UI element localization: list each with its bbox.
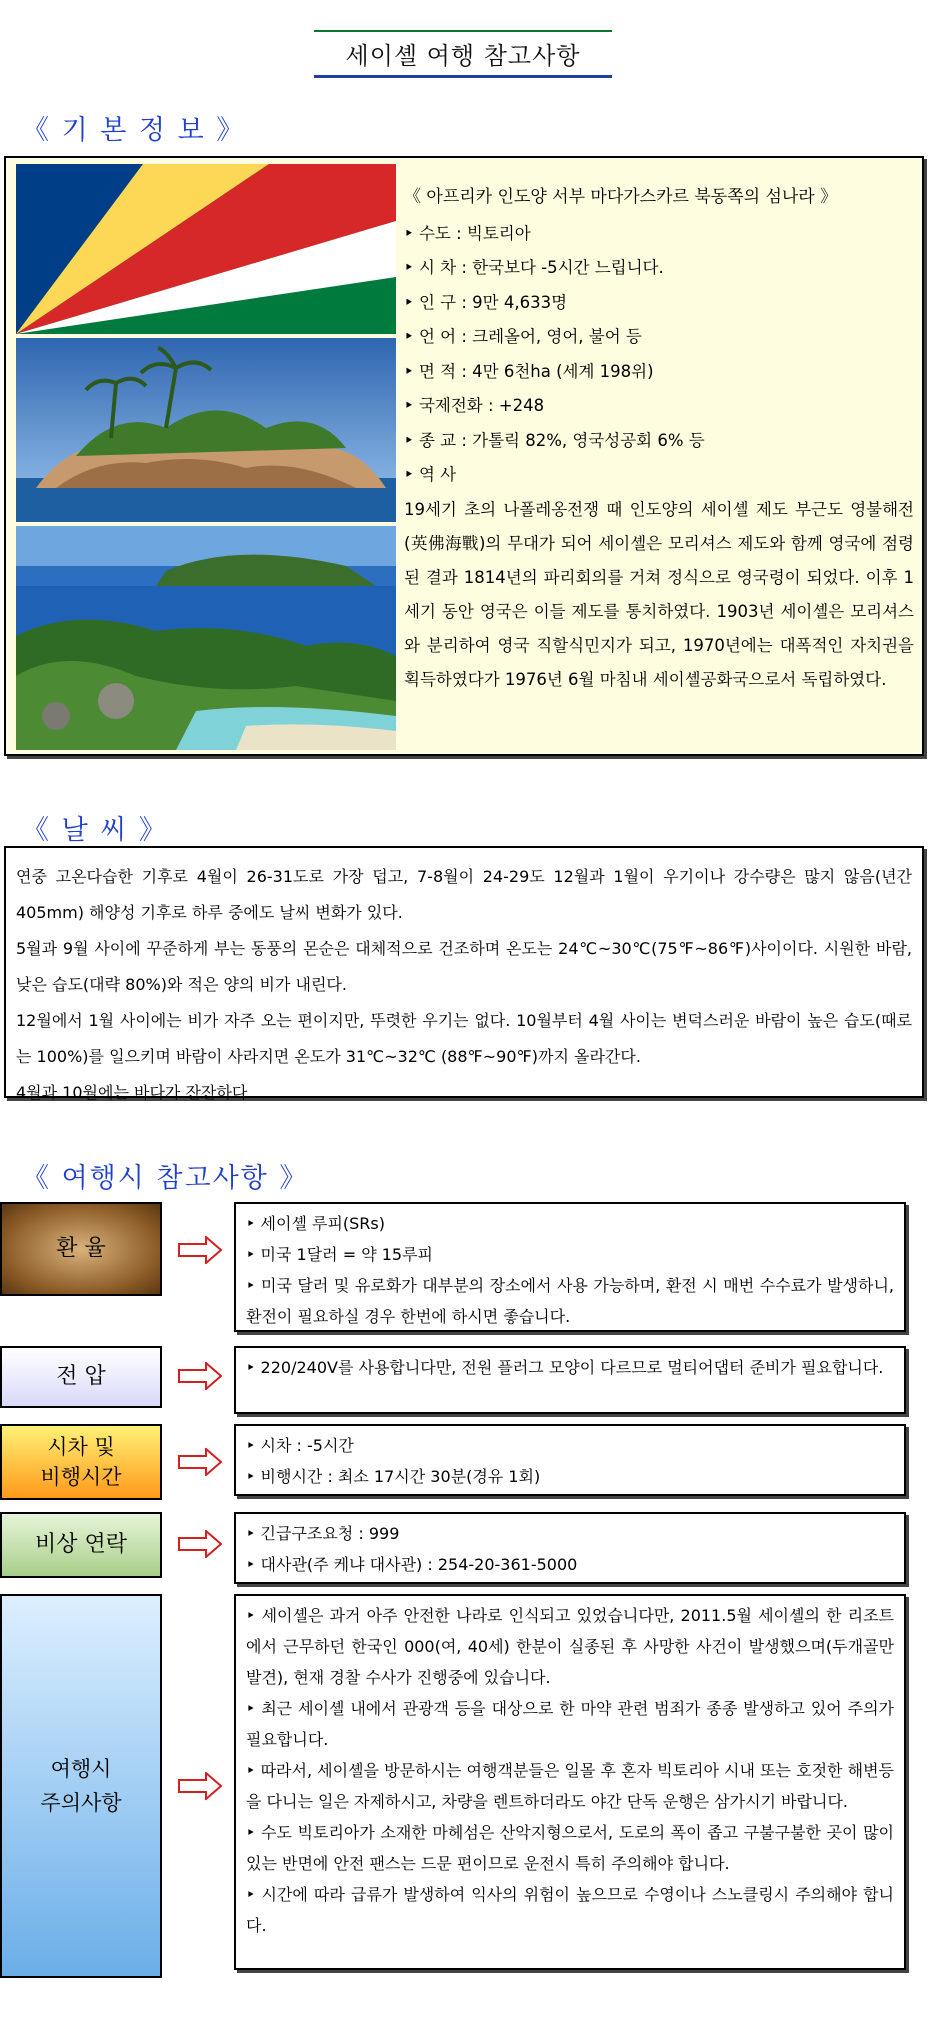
caution-label-line: 주의사항 — [40, 1791, 122, 1815]
right-arrow-icon — [178, 1448, 222, 1476]
island-beach-photo — [16, 526, 396, 750]
timediff-note-box — [234, 1424, 906, 1496]
info-history-text: 19세기 초의 나폴레옹전쟁 때 인도양의 세이셸 제도 부근도 영불해전(英佛海戰)의 무대가 되어 세이셸은 모리셔스 제도와 함께 영국에 점령된 결과 1814년의 파리회의를 거쳐 정식으로 영국령이 되었다. 이후 1세기 동안 영국은 이들 제도를 통치하였다. 1903년 세이셸은 모리셔스와 분리하여 영국 직할식민지가 되고, 1970년에는 대폭적인 자치권을 획득하였다가 1976년 6월 마침내 세이셸공화국으로서 독립하였다. — [404, 499, 914, 689]
timediff-label-box — [0, 1424, 162, 1500]
seychelles-flag-image — [16, 164, 396, 334]
right-arrow-icon — [178, 1772, 222, 1800]
caution-line: ‣ 세이셸은 과거 아주 안전한 나라로 인식되고 있었습니다만, 2011.5월 세이셸의 한 리조트에서 근무하던 한국인 000(여, 40세) 한분이 실종된 후 사망한 사건이 발생했으며(두개골만 발견), 현재 경찰 수사가 진행중에 있습니다. — [246, 1600, 894, 1693]
info-capital: ‣ 수도 : 빅토리아 — [404, 217, 914, 252]
voltage-label: 전 압 — [56, 1364, 106, 1389]
info-time-difference: ‣ 시 차 : 한국보다 -5시간 느립니다. — [404, 251, 914, 286]
caution-label-box — [0, 1594, 162, 1978]
exchange-line: ‣ 세이셸 루피(SRs) — [246, 1208, 894, 1239]
caution-line: ‣ 최근 세이셸 내에서 관광객 등을 대상으로 한 마약 관련 범죄가 종종 발생하고 있어 주의가 필요합니다. — [246, 1693, 894, 1755]
basic-info-box — [4, 156, 924, 756]
caution-line: ‣ 시간에 따라 급류가 발생하여 익사의 위험이 높으므로 수영이나 스노클링시 주의해야 합니다. — [246, 1879, 894, 1941]
timediff-label-line: 시차 및 — [47, 1435, 115, 1459]
voltage-note-box — [234, 1346, 906, 1414]
right-arrow-icon — [178, 1530, 222, 1558]
right-arrow-icon — [178, 1362, 222, 1390]
weather-paragraph: 12월에서 1월 사이에는 비가 자주 오는 편이지만, 뚜렷한 우기는 없다. 10월부터 4월 사이는 변덕스러운 바람이 높은 습도(때로는 100%)를 일으키며 바람이 사라지면 온도가 31℃~32℃ (88℉~90℉)까지 올라간다. — [16, 1011, 912, 1066]
exchange-line: ‣ 미국 달러 및 유로화가 대부분의 장소에서 사용 가능하며, 환전 시 매번 수수료가 발생하니, 환전이 필요하실 경우 한번에 하시면 좋습니다. — [246, 1270, 894, 1332]
info-area: ‣ 면 적 : 4만 6천ha (세계 198위) — [404, 355, 914, 390]
weather-box — [4, 846, 924, 1102]
travel-notes-heading: 《 여행시 참고사항 》 — [22, 1163, 309, 1194]
country-description: 《 아프리카 인도양 서부 마다가스카르 북동쪽의 섬나라 》 — [404, 187, 838, 207]
weather-paragraph: 5월과 9월 사이에 꾸준하게 부는 동풍의 몬순은 대체적으로 건조하며 온도는 24℃~30℃(75℉~86℉)사이이다. 시원한 바람, 낮은 습도(대략 80%)와 적은 양의 비가 내린다. — [16, 939, 912, 994]
weather-heading: 《 날 씨 》 — [22, 815, 168, 846]
voltage-label-box — [0, 1346, 162, 1408]
exchange-note-box — [234, 1202, 906, 1332]
info-history-label: ‣ 역 사 — [404, 458, 914, 493]
island-rocks-photo — [16, 338, 396, 522]
caution-line: ‣ 수도 빅토리아가 소재한 마헤섬은 산악지형으로서, 도로의 폭이 좁고 구불구불한 곳이 많이 있는 반면에 안전 팬스는 드문 편이므로 운전시 특히 주의해야 합니다. — [246, 1817, 894, 1879]
caution-note-box — [234, 1594, 906, 1970]
timediff-line: ‣ 시차 : -5시간 — [246, 1430, 894, 1461]
basic-info-heading: 《 기 본 정 보 》 — [22, 115, 246, 146]
voltage-line: ‣ 220/240V를 사용합니다만, 전원 플러그 모양이 다르므로 멀티어댑터 준비가 필요합니다. — [246, 1352, 894, 1383]
info-population: ‣ 인 구 : 9만 4,633명 — [404, 286, 914, 321]
emergency-note-box — [234, 1512, 906, 1584]
timediff-line: ‣ 비행시간 : 최소 17시간 30분(경유 1회) — [246, 1461, 894, 1492]
weather-paragraph: 4월과 10월에는 바다가 잔잔하다. — [16, 1083, 253, 1102]
right-arrow-icon — [178, 1236, 222, 1264]
info-calling-code: ‣ 국제전화 : +248 — [404, 389, 914, 424]
exchange-label-box — [0, 1202, 162, 1296]
info-religion: ‣ 종 교 : 가톨릭 82%, 영국성공회 6% 등 — [404, 424, 914, 459]
emergency-label-box — [0, 1512, 162, 1578]
document-title: 세이셸 여행 참고사항 — [314, 30, 612, 78]
emergency-line: ‣ 긴급구조요청 : 999 — [246, 1518, 894, 1549]
weather-paragraph: 연중 고온다습한 기후로 4월이 26-31도로 가장 덥고, 7-8월이 24-29도 12월과 1월이 우기이나 강수량은 많지 않음(년간 405mm) 해양성 기후로 하루 중에도 날씨 변화가 있다. — [16, 867, 912, 922]
info-language: ‣ 언 어 : 크레올어, 영어, 불어 등 — [404, 320, 914, 355]
emergency-label: 비상 연락 — [34, 1532, 127, 1557]
caution-label-line: 여행시 — [50, 1757, 112, 1781]
timediff-label-line: 비행시간 — [40, 1465, 122, 1489]
exchange-line: ‣ 미국 1달러 = 약 15루피 — [246, 1239, 894, 1270]
emergency-line: ‣ 대사관(주 케냐 대사관) : 254-20-361-5000 — [246, 1549, 894, 1580]
exchange-label: 환 율 — [56, 1236, 106, 1261]
caution-line: ‣ 따라서, 세이셸을 방문하시는 여행객분들은 일몰 후 혼자 빅토리아 시내 또는 호젓한 해변등을 다니는 일은 자제하시고, 차량을 렌트하더라도 야간 단독 운행은 삼가시기 바랍니다. — [246, 1755, 894, 1817]
